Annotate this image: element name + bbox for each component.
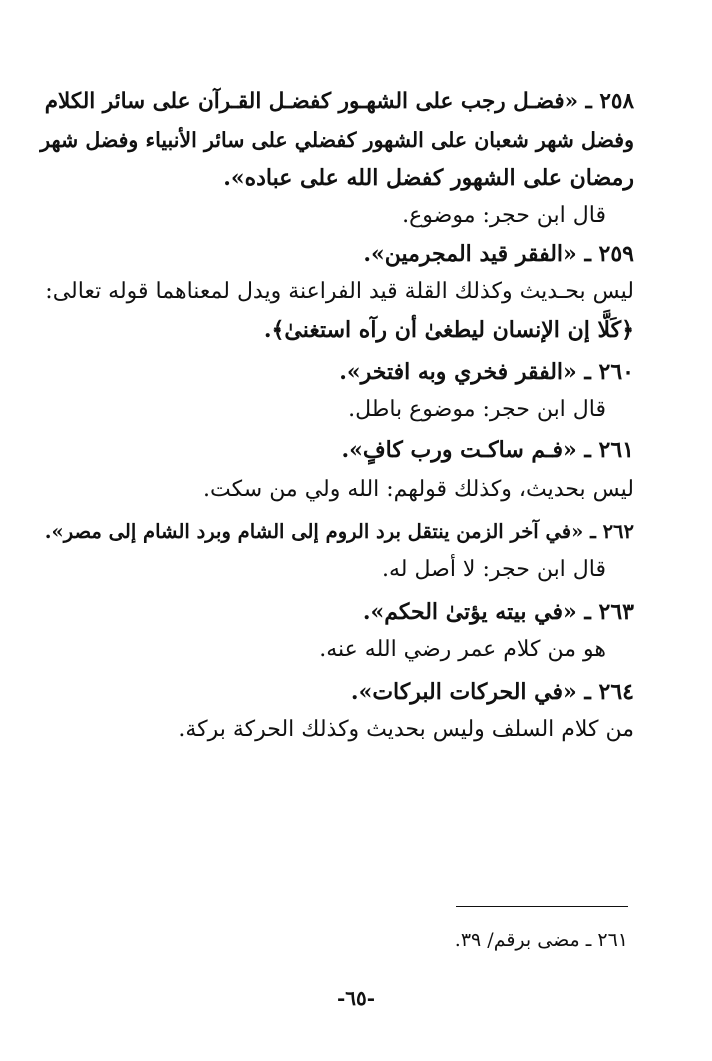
entry-263-comment: هو من كلام عمر رضي الله عنه.	[319, 637, 606, 662]
entry-258-line-3: رمضان على الشهور كفضل الله على عباده».	[223, 165, 634, 191]
entry-259-comment-line-2: ﴿كَلَّا إن الإنسان ليطغىٰ أن رآه استغنىٰ﴾.	[263, 317, 634, 343]
entry-262-heading: ٢٦٢ ـ «في آخر الزمن ينتقل برد الروم إلى الشام وبرد الشام إلى مصر».	[44, 520, 634, 543]
entry-264-comment: من كلام السلف وليس بحديث وكذلك الحركة بركة.	[178, 717, 634, 742]
entry-261-heading: ٢٦١ ـ «فـم ساكـت ورب كافٍ».	[341, 437, 634, 463]
entry-260-comment: قال ابن حجر: موضوع باطل.	[348, 397, 606, 422]
entry-259-heading: ٢٥٩ ـ «الفقر قيد المجرمين».	[363, 241, 634, 267]
entry-262-comment: قال ابن حجر: لا أصل له.	[382, 557, 606, 582]
page-number: -٦٥-	[336, 986, 376, 1010]
entry-264-heading: ٢٦٤ ـ «في الحركات البركات».	[350, 679, 634, 705]
entry-258-line-1: ٢٥٨ ـ «فضـل رجب على الشهـور كفضـل القـرآن على سائر الكلام	[44, 89, 634, 114]
entry-260-heading: ٢٦٠ ـ «الفقر فخري وبه افتخر».	[339, 359, 634, 385]
entry-263-heading: ٢٦٣ ـ «في بيته يؤتىٰ الحكم».	[362, 599, 634, 625]
entry-258-line-2: وفضل شهر شعبان على الشهور كفضلي على سائر الأنبياء وفضل شهر	[40, 128, 634, 152]
entry-259-comment-line-1: ليس بحـديث وكذلك القلة قيد الفراعنة ويدل لمعناهما قوله تعالى:	[45, 279, 634, 304]
entry-261-comment: ليس بحديث، وكذلك قولهم: الله ولي من سكت.	[203, 477, 634, 502]
entry-258-comment: قال ابن حجر: موضوع.	[402, 203, 606, 228]
footnote-divider	[456, 906, 628, 907]
footnote-text: ٢٦١ ـ مضى برقم/ ٣٩.	[454, 929, 628, 951]
